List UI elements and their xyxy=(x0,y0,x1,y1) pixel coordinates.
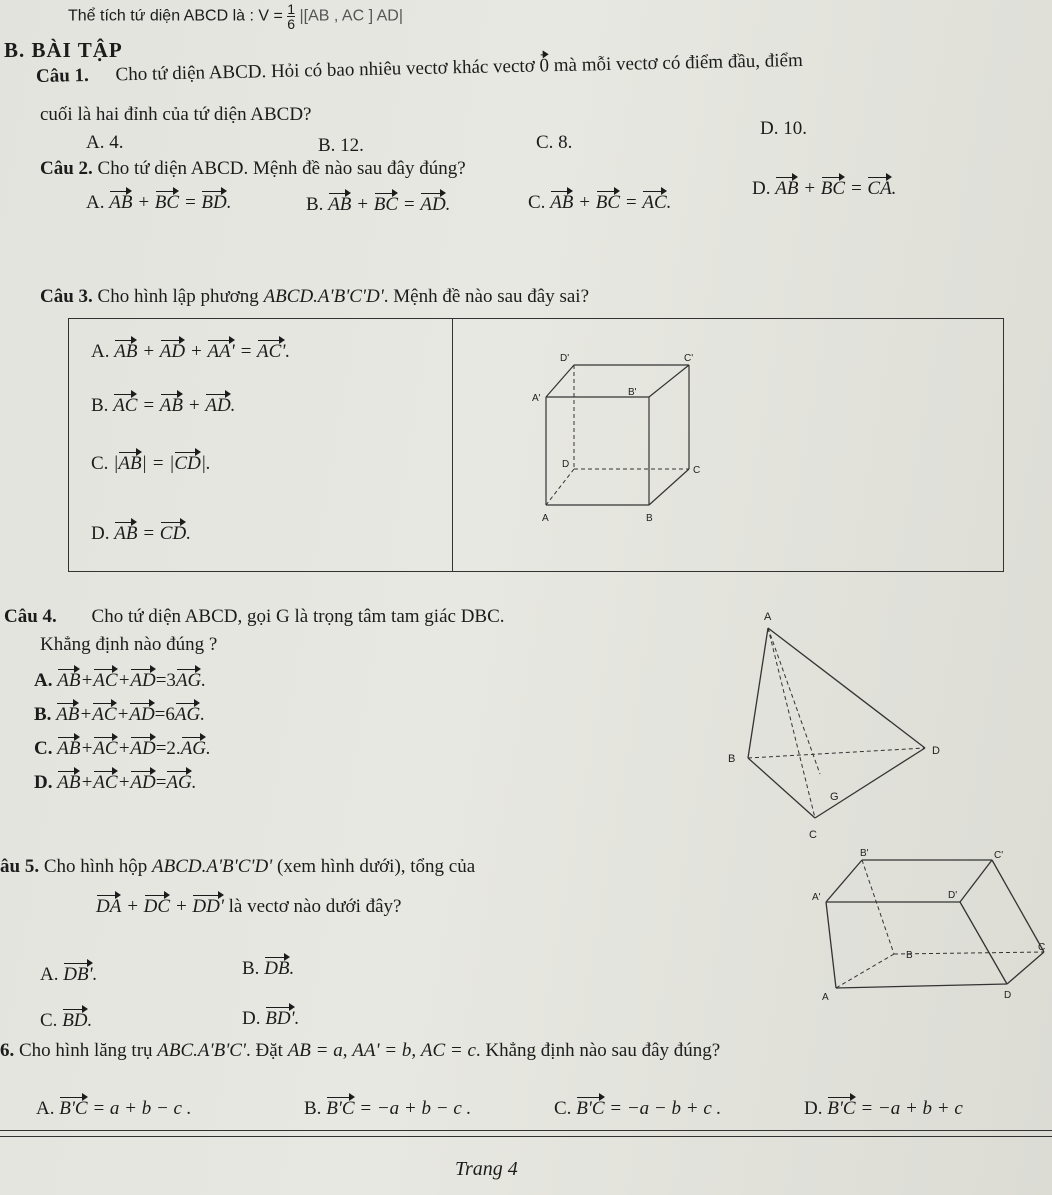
q2-option-a[interactable]: A. AB + BC = BD. xyxy=(86,188,231,214)
q5-stem-2: DA + DC + DD' là vectơ nào dưới đây? xyxy=(96,892,401,918)
footer-rule-bottom xyxy=(0,1136,1052,1137)
cube-label-bprime: B' xyxy=(628,387,637,398)
q3-option-a[interactable]: A. AB + AD + AA' = AC'. xyxy=(91,337,290,363)
q5-stem-1: âu 5. Cho hình hộp ABCD.A'B'C'D' (xem hình dưới), tổng của xyxy=(0,856,476,877)
q4-option-c[interactable]: C. AB+AC+AD=2.AG. xyxy=(34,734,211,760)
section-title: B. BÀI TẬP xyxy=(4,38,123,62)
q3-option-c[interactable]: C. |AB| = |CD|. xyxy=(91,449,211,475)
q1-line1: Câu 1. Cho tứ diện ABCD. Hỏi có bao nhiêu vectơ khác vectơ 0 mà mỗi vectơ có điểm đầu, điểm xyxy=(35,49,803,87)
q3-option-d[interactable]: D. AB = CD. xyxy=(91,519,191,545)
cube-figure xyxy=(524,345,724,535)
q3-options-table xyxy=(68,318,1004,572)
tetra-label-a: A xyxy=(764,611,772,623)
q4-stem-1: Câu 4. Cho tứ diện ABCD, gọi G là trọng tâm tam giác DBC. xyxy=(4,606,505,627)
q6-option-c[interactable]: C. B'C = −a − b + c . xyxy=(554,1094,721,1120)
q5-option-b[interactable]: B. DB. xyxy=(242,954,294,980)
footer-rule-top xyxy=(0,1130,1052,1131)
q3-stem: Câu 3. Cho hình lập phương ABCD.A'B'C'D'. Mệnh đề nào sau đây sai? xyxy=(40,286,590,307)
q1-line2: cuối là hai đỉnh của tứ diện ABCD? xyxy=(40,104,312,125)
q6-option-b[interactable]: B. B'C = −a + b − c . xyxy=(304,1094,471,1120)
tetrahedron-figure xyxy=(720,606,960,846)
tetra-label-d: D xyxy=(932,745,940,757)
q1-option-b[interactable]: B. 12. xyxy=(318,135,364,156)
box-label-c: C xyxy=(1038,942,1046,953)
q6-option-d[interactable]: D. B'C = −a + b + c xyxy=(804,1094,963,1120)
q5-option-c[interactable]: C. BD. xyxy=(40,1006,92,1032)
previous-formula-line xyxy=(68,2,403,31)
cube-label-cprime: C' xyxy=(684,353,694,364)
q4-option-d[interactable]: D. AB+AC+AD=AG. xyxy=(34,768,197,794)
zero-vector: 0 xyxy=(539,51,549,77)
q5-option-a[interactable]: A. DB'. xyxy=(40,960,97,986)
box-label-cprime: C' xyxy=(994,850,1004,861)
tetra-label-c: C xyxy=(809,829,817,841)
q2-option-c[interactable]: C. AB + BC = AC. xyxy=(528,188,671,214)
tetra-label-b: B xyxy=(728,753,736,765)
q1-option-c[interactable]: C. 8. xyxy=(536,132,573,153)
q6-stem: 6. Cho hình lăng trụ ABC.A'B'C'. Đặt AB = a, AA' = b, AC = c. Khẳng định nào sau đây đúng? xyxy=(0,1040,721,1061)
box-figure xyxy=(812,846,1052,1006)
box-label-dprime: D' xyxy=(948,890,958,901)
q2-option-d[interactable]: D. AB + BC = CA. xyxy=(752,174,896,200)
cube-label-aprime: A' xyxy=(532,393,541,404)
cube-label-d: D xyxy=(562,459,570,470)
prev-line-tail: |[AB , AC ] AD| xyxy=(299,7,403,25)
box-label-bprime: B' xyxy=(860,848,869,859)
q2-stem: Câu 2. Cho tứ diện ABCD. Mệnh đề nào sau đây đúng? xyxy=(40,158,466,179)
q4-option-a[interactable]: A. AB+AC+AD=3AG. xyxy=(34,666,206,692)
tetra-label-g: G xyxy=(830,791,839,803)
prev-line-text: Thể tích tứ diện ABCD là : V = xyxy=(68,7,288,25)
cube-label-dprime: D' xyxy=(560,353,570,364)
q6-option-a[interactable]: A. B'C = a + b − c . xyxy=(36,1094,191,1120)
cube-label-a: A xyxy=(542,513,549,524)
box-label-d: D xyxy=(1004,990,1012,1001)
q4-stem-2: Khẳng định nào đúng ? xyxy=(40,634,218,655)
q5-option-d[interactable]: D. BD'. xyxy=(242,1004,299,1030)
cube-label-c: C xyxy=(693,465,701,476)
q1-option-a[interactable]: A. 4. xyxy=(86,132,124,153)
q2-option-b[interactable]: B. AB + BC = AD. xyxy=(306,190,450,216)
cube-label-b: B xyxy=(646,513,653,524)
fraction: $\frac{1}{6}$ xyxy=(287,1,296,32)
q1-option-d[interactable]: D. 10. xyxy=(760,118,807,139)
page-number: Trang 4 xyxy=(455,1158,518,1180)
q3-option-b[interactable]: B. AC = AB + AD. xyxy=(91,391,235,417)
table-divider xyxy=(452,319,453,571)
box-label-b: B xyxy=(906,950,913,961)
q4-option-b[interactable]: B. AB+AC+AD=6AG. xyxy=(34,700,205,726)
box-label-aprime: A' xyxy=(812,892,821,903)
box-label-a: A xyxy=(822,992,829,1003)
